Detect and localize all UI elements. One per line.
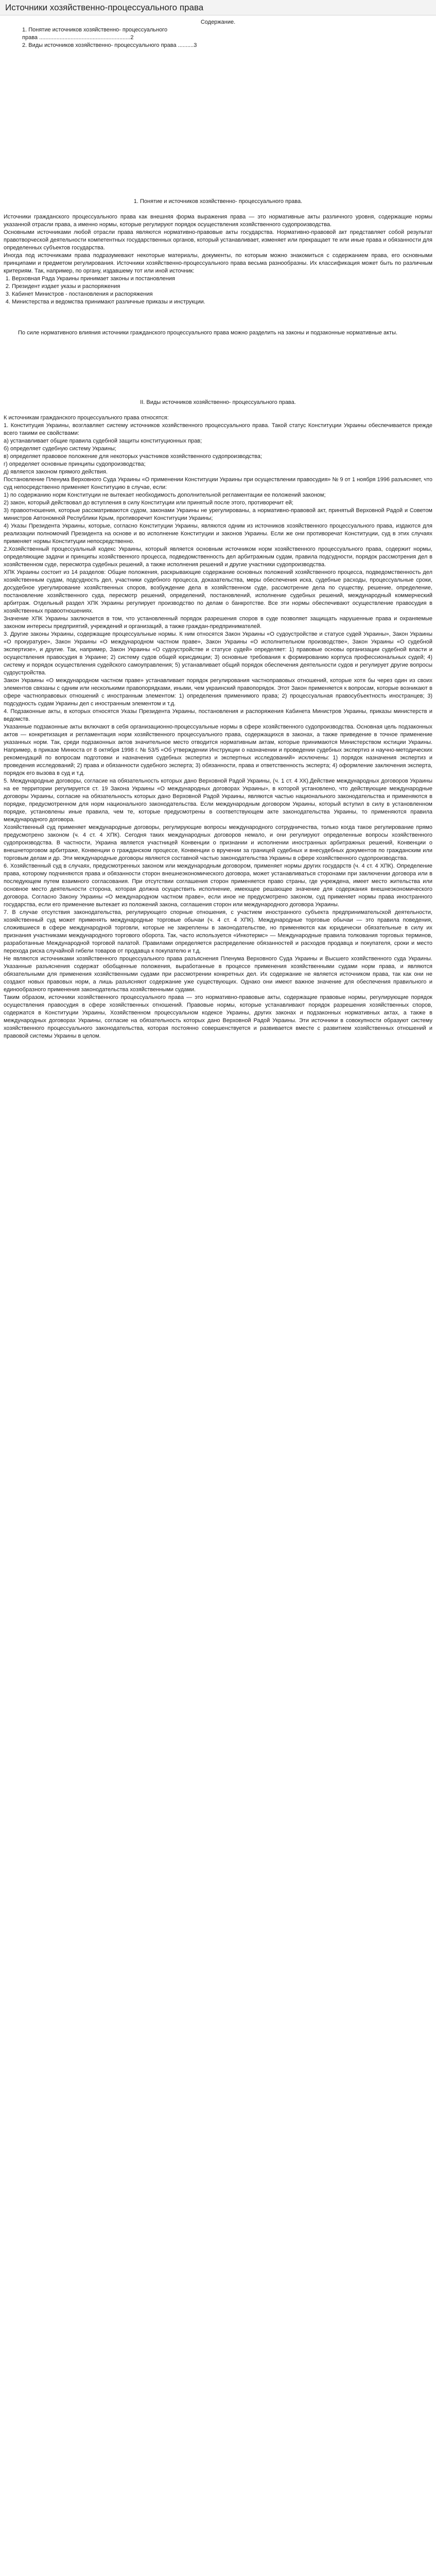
- paragraph: Основными источниками любой отрасли права являются нормативно-правовые акты государства. Нормативно-правовой акт представляет собой результат правотворческой деятельности компетентных государственных органов, который устанавливает, изменяет или прекращает те или иные права и обязанности для определенных субъектов государства.: [4, 229, 432, 251]
- section2-heading: II. Виды источников хозяйственно- процессуального права.: [140, 399, 296, 405]
- paragraph: в) определяет правовое положение для некоторых участников хозяйственного судопроизводства;: [4, 453, 262, 460]
- section1-heading: 1. Понятие и источников хозяйственно- процессуального права.: [133, 198, 303, 205]
- document-body: [0, 15, 436, 1040]
- list-item: 4. Министерства и ведомства принимают различные приказы и инструкции.: [12, 298, 432, 306]
- document-title: Источники хозяйственно-процессуального права: [5, 2, 204, 12]
- paragraph: 3) правоотношения, которые рассматриваются судом, законами Украины не урегулированы, а нормативно-правовой акт, принятый Верховной Радой и Советом министров Автономной Республики Крым, противоречит Конституции Украины;: [4, 507, 432, 521]
- paragraph: 5. Международные договоры, согласие на обязательность которых дано Верховной Радой Украины, (ч. 1 ст. 4 ХК).Действие международных договоров Украины на ее территории регулируется ст. 19 Закона Украины «О международных договорах Украины», в которой установлено, что действующие международные договоры Украины, согласие на обязательность которых дано Верховной Радой Украины, являются частью национального законодательства и применяются в порядке, предусмотренном для норм национального законодательства. Если международным договором Украины, который вступил в силу в установленном порядке, установлены иные правила, чем те, которые предусмотрены в соответствующем акте законодательства Украины, то применяются правила международного договора.: [4, 778, 432, 823]
- paragraph: Постановление Пленума Верховного Суда Украины «О применении Конституции Украины при осуществлении правосудия» № 9 от 1 ноября 1996 разъясняет, что суд непосредственно применяет Конституцию в случае, если:: [4, 477, 432, 490]
- paragraph: Хозяйственный суд применяет международные договоры, регулирующие вопросы международного сотрудничества, только когда такое регулирование прямо предусмотрено законом (ч. 4 ст. 4 ХПК). Сегодня таких международных договоров немало, и они регулируют определенные вопросы хозяйственного судопроизводства. В частности, Украина является участницей Конвенции о признании и исполнении иностранных арбитражных решений, Конвенции о внешнеторговом арбитраже, Конвенции о гражданском процессе, Конвенции о вручении за границей судебных и внесудебных документов по гражданским или торговым делам и др. Эти международные договоры являются составной частью законодательства Украины в сфере хозяйственного судопроизводства.: [4, 824, 432, 861]
- paragraph: Источники гражданского процессуального права как внешняя форма выражения права — это нормативные акты различного уровня, содержащие нормы указанной отрасли права, а именно нормы, которые регулируют порядок осуществления хозяйственного судопроизводства.: [4, 214, 432, 228]
- toc-item[interactable]: права ..........................................................2: [22, 35, 134, 41]
- paragraph: Указанные подзаконные акты включают в себя организационно-процессуальные нормы в сфере хозяйственного судопроизводства. Основная цель подзаконных актов — конкретизация и регламентация норм хозяйственного процессуального права, содержащихся в законах, а также приведение в точное применение указанных норм. Так, среди подзаконных актов значительное место отводится нормативным актам, которые принимаются Министерством юстиции Украины. Например, в приказе Минюста от 8 октября 1998 г. № 53/5 «Об утверждении Инструкции о назначении и проведении судебных экспертиз и научно-методических рекомендаций по вопросам подготовки и назначения судебных экспертиз и экспертных исследований» исключены: 1) порядок назначения экспертиз и проведения исследований; 2) права и обязанности судебного эксперта; 3) обязанности, права и ответственность эксперта; 4) оформление заключения эксперта, порядок его вызова в суд и т.д.: [4, 724, 432, 776]
- paragraph: 7. В случае отсутствия законодательства, регулирующего спорные отношения, с участием иностранного субъекта предпринимательской деятельности, хозяйственный суд может применять международные торговые обычаи (ч. 4 ст. 4 ХПК). Международные торговые обычаи — это правила поведения, сложившиеся в сфере международной торговли, которые не закреплены в законодательстве, но применяются как юридически обязательные в силу их признания участниками международного торгового оборота. Так, часто используется «Инкотермс» — Международные правила толкования торговых терминов, разработанные Международной торговой палатой. Правилами определяется распределение обязанностей и расходов продавца и покупателя, сроки и место перехода риска случайной гибели товаров от продавца к покупателю и т.д.: [4, 909, 432, 954]
- paragraph: 4) Указы Президента Украины, которые, согласно Конституции Украины, являются одним из источников хозяйственного процессуального права, издаются для реализации полномочий Президента на основе и во исполнение Конституции и законов Украины. Если же они противоречат Конституции, суд в этих случаях применяет нормы Конституции непосредственно.: [4, 523, 432, 545]
- paragraph: 3. Другие законы Украины, содержащие процессуальные нормы. К ним относятся Закон Украины «О судоустройстве и статусе судей Украины», Закон Украины «О прокуратуре», Закон Украины «О международном частном праве», Закон Украины «О исполнительном производстве», Закон Украины «О судебной экспертизе», и другие. Так, например, Закон Украины «О судоустройстве и статусе судей» определяет: 1) правовые основы организации судебной власти и осуществления правосудия в Украине; 2) систему судов общей юрисдикции; 3) основные требования к формированию корпуса профессиональных судей; 4) систему и порядок осуществления судейского самоуправления; 5) устанавливает общий порядок обеспечения деятельности судов и регулирует другие вопросы судоустройства.: [4, 631, 432, 676]
- paragraph: Не являются источниками хозяйственного процессуального права разъяснения Пленума Верховного Суда Украины и Высшего хозяйственного суда Украины. Указанные разъяснения содержат обобщенные положения, выработанные в процессе применения хозяйственными судами норм права, и являются обязательными для применения хозяйственными судами при рассмотрении конкретных дел. Их содержание не является источником права, так как они не создают новых правовых норм, а лишь разъясняют содержание уже существующих. Однако они имеют важное значение для обеспечения правильного и единообразного применения законодательства хозяйственными судами.: [4, 956, 432, 993]
- toc-heading: Содержание.: [200, 19, 236, 25]
- paragraph: Закон Украины «О международном частном праве» устанавливает порядок регулирования частноправовых отношений, которые хотя бы через один из своих элементов связаны с одним или несколькими правопорядками, иными, чем украинский правопорядок. Этот Закон применяется к вопросам, которые возникают в сфере частноправовых отношений с иностранным элементом: 1) определения применимого права; 2) процессуальная правосубъектность иностранцев; 3) подсудность судам Украины дел с иностранным элементом и т.д.: [4, 677, 432, 707]
- paragraph: По силе нормативного влияния источники гражданского процессуального права можно разделить на законы и подзаконные нормативные акты.: [18, 330, 398, 336]
- toc-item[interactable]: 1. Понятие источников хозяйственно- процессуального: [22, 27, 168, 33]
- paragraph: б) определяет судебную систему Украины;: [4, 446, 116, 452]
- paragraph: 2) закон, который действовал до вступления в силу Конституции или принятый после этого, противоречит ей;: [4, 500, 293, 506]
- paragraph: 4. Подзаконные акты, в которых относятся Указы Президента Украины, постановления и распоряжения Кабинета Министров Украины, приказы министерств и ведомств.: [4, 708, 432, 722]
- toc-item[interactable]: 2. Виды источников хозяйственно- процессуального права ..........3: [22, 42, 197, 48]
- title-bar: [0, 0, 436, 15]
- paragraph: 1. Конституция Украины, возглавляет систему источников хозяйственного процессуального права. Такой статус Конституции Украины обеспечивается прежде всего такими ее свойствами:: [4, 422, 432, 436]
- paragraph: г) определяет основные принципы судопроизводства;: [4, 461, 146, 467]
- paragraph: Таким образом, источники хозяйственного процессуального права — это нормативно-правовые акты, содержащие правовые нормы, регулирующие порядок осуществления правосудия в сфере хозяйственных отношений. Правовые нормы, которые устанавливают порядок разрешения хозяйственных споров, содержатся в Конституции Украины, Хозяйственном процессуальном кодексе Украины, других законах и подзаконных нормативных актах, а также в международных договорах Украины, согласие на обязательность которых дано Верховной Радой Украины. Эти источники в совокупности образуют систему хозяйственного процессуального законодательства, которая постоянно совершенствуется и развивается вместе с развитием хозяйственных отношений и правовой системы Украины в целом.: [4, 994, 432, 1039]
- paragraph: К источникам гражданского процессуального права относятся:: [4, 415, 169, 421]
- paragraph: Иногда под источниками права подразумевают некоторые материалы, документы, по которым можно знакомиться с содержанием права, его основными принципами и предметом регулирования. Источники хозяйственно-процессуального права весьма разнообразны. Их классификация может быть по различным критериям. Так, например, по органу, издавшему тот или иной источник:: [4, 252, 432, 274]
- paragraph: 2.Хозяйственный процессуальный кодекс Украины, который является основным источником норм хозяйственного процессуального права, содержит нормы, определяющие задачи и принципы хозяйственного процесса, подведомственность дел арбитражным судам, правила подсудности, порядок рассмотрения дел в хозяйственном суде, пересмотра судебных решений, а также исполнения решений и другие участники судопроизводства.: [4, 546, 432, 568]
- section2-paragraphs: [4, 422, 432, 1040]
- paragraph: д) является законом прямого действия.: [4, 469, 108, 475]
- paragraph: ХПК Украины состоит из 14 разделов: Общие положения, раскрывающие содержание основных положений хозяйственного процесса, подведомственность дел хозяйственным судам, подсудность дел, участники судебного процесса, доказательства, меры обеспечения иска, судебные расходы, процессуальные сроки, досудебное урегулирование хозяйственных споров, возбуждение дела в хозяйственном суде, рассмотрение дела по существу, решение, определение, постановление хозяйственного суда, пересмотр решений, определений, постановлений, исполнение судебных решений, международный коммерческий арбитраж. Отдельный раздел ХПК Украины регулирует производство по делам о банкротстве. Все эти нормы обеспечивают осуществление правосудия в хозяйственных правоотношениях.: [4, 569, 432, 614]
- list-item: 1. Верховная Рада Украины принимает законы и постановления: [12, 275, 432, 283]
- paragraph: а) устанавливает общие правила судебной защиты конституционных прав;: [4, 438, 202, 444]
- paragraph: 6. Хозяйственный суд в случаях, предусмотренных законом или международным договором, применяет нормы других государств (ч. 4 ст. 4 ХПК). Определение права, которому подчиняются права и обязанности сторон внешнеэкономического договора, может устанавливаться сторонами при заключении договора или в последующем путем взаимного согласования. При отсутствии соглашения сторон применяется право страны, где учреждена, имеет место жительства или основное место деятельности сторона, которая должна осуществить исполнение, имеющее решающее значение для содержания внешнеэкономического договора. Согласно Закону Украины «О международном частном праве», если иное не предусмотрено законом, суд применяет нормы права иностранного государства, если его применение вытекает из положений закона, соглашения сторон или международного договора Украины.: [4, 863, 432, 908]
- paragraph: Значение ХПК Украины заключается в том, что установленный порядок разрешения споров в суде позволяет защищать нарушенные права и охраняемые законом интересы предприятий, учреждений и организаций, а также граждан-предпринимателей.: [4, 616, 432, 630]
- paragraph: 1) по содержанию норм Конституции не вытекает необходимость дополнительной регламентации ее положений законом;: [4, 492, 326, 498]
- list-item: 3. Кабинет Министров - постановления и распоряжения: [12, 291, 432, 298]
- issuer-list: [4, 275, 432, 306]
- list-item: 2. Президент издает указы и распоряжения: [12, 283, 432, 291]
- table-of-contents: [4, 26, 432, 49]
